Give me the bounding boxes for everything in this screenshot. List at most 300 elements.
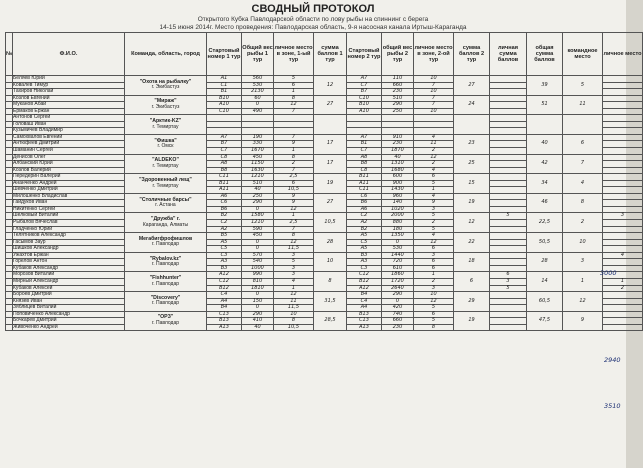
- team-cell: [125, 95, 207, 115]
- weight-2: 0: [382, 239, 414, 246]
- place-1: 3: [274, 265, 314, 272]
- place-2: 1: [414, 272, 454, 279]
- weight-1: 0: [242, 102, 274, 109]
- sum-2: 25: [454, 154, 490, 174]
- place-1: 10,5: [274, 324, 314, 331]
- place-2: 10: [414, 292, 454, 299]
- weight-1: 290: [242, 311, 274, 318]
- place-2: 2: [414, 148, 454, 155]
- place-1: 11: [274, 298, 314, 305]
- weight-2: 740: [382, 311, 414, 318]
- weight-2: 110: [382, 76, 414, 83]
- sum-1: 10,5: [314, 213, 347, 233]
- sum-1: 27: [314, 95, 347, 115]
- weight-2: 140: [382, 200, 414, 207]
- team-cell: [125, 154, 207, 174]
- place-2: 12: [414, 239, 454, 246]
- place-1: 12: [274, 292, 314, 299]
- team-place: 2: [563, 213, 603, 233]
- personal-place: 2: [603, 285, 643, 292]
- sum-1: 28: [314, 233, 347, 253]
- start-number-2: А5: [347, 233, 382, 240]
- start-number-1: С4: [207, 292, 242, 299]
- start-number-2: А2: [347, 220, 382, 227]
- team-place: 6: [563, 134, 603, 154]
- total-sum: 50,5: [527, 233, 563, 253]
- team-place: 7: [563, 154, 603, 174]
- weight-1: 530: [242, 82, 274, 89]
- team-name: "Столичные барсы": [139, 196, 192, 203]
- start-number-2: С2: [347, 213, 382, 220]
- start-number-1: В13: [207, 318, 242, 325]
- participant-name: Живоченко Андрей: [13, 324, 125, 331]
- participant-name: Рыбалов Вячеслав: [13, 220, 125, 227]
- participant-name: Гасымов Заур: [13, 239, 125, 246]
- weight-1: 1580: [242, 213, 274, 220]
- place-2: 6: [414, 259, 454, 266]
- participant-name: Морозов Виталий: [13, 272, 125, 279]
- weight-1: 0: [242, 239, 274, 246]
- weight-1: 1670: [242, 148, 274, 155]
- weight-2: 2640: [382, 285, 414, 292]
- team-place: 5: [563, 76, 603, 96]
- personal-sum: 6: [490, 272, 527, 279]
- weight-2: 1870: [382, 148, 414, 155]
- place-2: 4: [414, 233, 454, 240]
- team-name: "Арктик-KZ": [149, 118, 182, 125]
- team-cell: [125, 174, 207, 194]
- table-header-row: [6, 33, 643, 76]
- place-2: 7: [414, 82, 454, 89]
- team-city: г. Темиртау: [152, 123, 179, 130]
- col-start2: Стартовый номер 2 тур: [347, 33, 382, 76]
- weight-2: 2000: [382, 213, 414, 220]
- start-number-2: С4: [347, 298, 382, 305]
- weight-2: 660: [382, 318, 414, 325]
- weight-2: 1430: [382, 187, 414, 194]
- weight-2: 600: [382, 174, 414, 181]
- weight-2: 530: [382, 246, 414, 253]
- participant-name: Шишков Александр: [13, 246, 125, 253]
- start-number-1: В12: [207, 285, 242, 292]
- start-number-2: В13: [347, 311, 382, 318]
- sum-2: 12: [454, 213, 490, 233]
- col-num: №: [6, 33, 13, 76]
- col-team: Команда, область, город: [125, 33, 207, 76]
- sum-2: 15: [454, 174, 490, 194]
- page-title: СВОДНЫЙ ПРОТОКОЛ: [251, 3, 375, 15]
- sum-1: 12: [314, 76, 347, 96]
- participant-name: Тахиров Николай: [13, 89, 125, 96]
- col-sum2: сумма баллов 2 тур: [454, 33, 490, 76]
- start-number-2: А6: [347, 206, 382, 213]
- place-1: 11,5: [274, 305, 314, 312]
- weight-1: 990: [242, 272, 274, 279]
- team-cell: [125, 115, 207, 135]
- team-place: 9: [563, 311, 603, 331]
- margin-note: 3510: [604, 402, 621, 410]
- participant-name: Козлов Валерий: [13, 167, 125, 174]
- sum-2: 19: [454, 311, 490, 331]
- start-number-2: А3: [347, 259, 382, 266]
- participant-name: Гладченко Юрий: [13, 226, 125, 233]
- place-2: 5: [414, 180, 454, 187]
- sum-2: 27: [454, 76, 490, 96]
- participant-name: Кузьмичев Владимир: [13, 128, 125, 135]
- weight-1: 510: [242, 180, 274, 187]
- sum-2: 18: [454, 252, 490, 272]
- weight-1: 490: [242, 108, 274, 115]
- place-1: 9: [274, 193, 314, 200]
- col-place2: личное место в зоне, 2-ой тур: [414, 33, 454, 76]
- participant-name: Козлов Евгений: [13, 95, 125, 102]
- total-sum: 51: [527, 95, 563, 115]
- team-name: "Здоровенный лещ": [139, 176, 192, 183]
- team-name: "ALDEKO": [152, 157, 179, 164]
- team-cell: [125, 272, 207, 292]
- participant-name: Шаманин Сергей: [13, 148, 125, 155]
- weight-2: 230: [382, 141, 414, 148]
- team-city: г. Павлодар: [151, 300, 180, 307]
- sum-1: 19: [314, 174, 347, 194]
- participant-name: Антюфеев Дмитрий: [13, 141, 125, 148]
- weight-1: 0: [242, 246, 274, 253]
- weight-2: 290: [382, 102, 414, 109]
- place-2: 4: [414, 167, 454, 174]
- place-2: 3: [414, 252, 454, 259]
- start-number-2: В4: [347, 292, 382, 299]
- place-1: 7: [274, 134, 314, 141]
- weight-1: 250: [242, 193, 274, 200]
- start-number-1: А11: [207, 187, 242, 194]
- start-number-1: А5: [207, 239, 242, 246]
- team-city: г. Павлодар: [151, 241, 180, 248]
- weight-1: 2130: [242, 89, 274, 96]
- start-number-2: А7: [347, 76, 382, 83]
- weight-2: 1310: [382, 161, 414, 168]
- margin-note: 2940: [604, 356, 621, 364]
- start-number-2: С8: [347, 167, 382, 174]
- weight-2: 230: [382, 324, 414, 331]
- place-1: 7: [274, 226, 314, 233]
- weight-1: 40: [242, 324, 274, 331]
- place-2: 5: [414, 226, 454, 233]
- start-number-1: С12: [207, 278, 242, 285]
- weight-1: 0: [242, 206, 274, 213]
- weight-2: 290: [382, 292, 414, 299]
- start-number-1: С10: [207, 108, 242, 115]
- subtitle-line-1: Открытого Кубка Павлодарской области по лову рыбы на спиннинг с берега: [197, 16, 429, 23]
- team-city: г. Павлодар: [151, 320, 180, 326]
- weight-1: 1210: [242, 174, 274, 181]
- participant-name: Ананченко Андрей: [13, 180, 125, 187]
- sum-2: 29: [454, 292, 490, 312]
- start-number-1: А3: [207, 259, 242, 266]
- margin-note: 3000: [600, 269, 617, 277]
- place-2: 9: [414, 200, 454, 207]
- start-number-1: А6: [207, 193, 242, 200]
- participant-name: Поповиченко Александр: [13, 311, 125, 318]
- place-1: 10,5: [274, 187, 314, 194]
- start-number-2: В11: [347, 174, 382, 181]
- start-number-1: В2: [207, 213, 242, 220]
- start-number-2: В8: [347, 161, 382, 168]
- place-1: 5: [274, 259, 314, 266]
- col-sum1: сумма баллов 1 тур: [314, 33, 347, 76]
- place-1: 1: [274, 285, 314, 292]
- start-number-1: С1: [207, 82, 242, 89]
- sum-1: 31,5: [314, 292, 347, 312]
- team-city: Караганда, Алматы: [142, 221, 189, 228]
- place-2: 5: [414, 318, 454, 325]
- start-number-2: В12: [347, 278, 382, 285]
- team-name: Мегабигфрофишлов: [138, 235, 193, 242]
- total-sum: 34: [527, 174, 563, 194]
- team-city: г. Темиртау: [152, 182, 179, 189]
- weight-2: 1860: [382, 272, 414, 279]
- start-number-1: С7: [207, 148, 242, 155]
- personal-sum: 5: [490, 285, 527, 292]
- team-cell: [125, 233, 207, 253]
- weight-1: 1810: [242, 285, 274, 292]
- place-2: 3: [414, 285, 454, 292]
- start-number-2: А7: [347, 134, 382, 141]
- team-cell: [125, 76, 207, 96]
- place-2: 10: [414, 108, 454, 115]
- team-cell: [125, 193, 207, 213]
- start-number-1: С8: [207, 154, 242, 161]
- sum-1: 10: [314, 252, 347, 272]
- participant-name: Горелов Антон: [13, 259, 125, 266]
- place-2: 3: [414, 206, 454, 213]
- participant-name: Муканов Абай: [13, 102, 125, 109]
- participant-name: Антонов Сергей: [13, 115, 125, 122]
- team-place: 12: [563, 292, 603, 312]
- total-sum: 39: [527, 76, 563, 96]
- start-number-1: С11: [207, 174, 242, 181]
- start-number-1: В5: [207, 233, 242, 240]
- sum-2: 22: [454, 233, 490, 253]
- sum-2: 19: [454, 193, 490, 213]
- participant-name: Кубаков Алексей: [13, 285, 125, 292]
- table-body: [6, 76, 643, 331]
- place-2: 10: [414, 76, 454, 83]
- col-personal-place: личное место: [603, 33, 643, 76]
- start-number-2: С7: [347, 82, 382, 89]
- sum-1: 28,5: [314, 311, 347, 331]
- team-cell: [125, 213, 207, 233]
- participant-name: Мирный Александр: [13, 278, 125, 285]
- start-number-2: С6: [347, 193, 382, 200]
- start-number-2: С12: [347, 272, 382, 279]
- personal-place: [603, 324, 643, 331]
- team-name: "Discovery": [150, 294, 181, 301]
- weight-2: 880: [382, 220, 414, 227]
- weight-1: 190: [242, 134, 274, 141]
- place-1: 2,5: [274, 174, 314, 181]
- col-team-place: командное место: [563, 33, 603, 76]
- total-sum: 46: [527, 193, 563, 213]
- place-2: 6: [414, 174, 454, 181]
- participant-name: Князев Иван: [13, 298, 125, 305]
- team-place: 3: [563, 252, 603, 272]
- weight-1: 40: [242, 187, 274, 194]
- weight-2: 510: [382, 95, 414, 102]
- place-1: 2,5: [274, 220, 314, 227]
- start-number-1: С5: [207, 246, 242, 253]
- start-number-2: С5: [347, 239, 382, 246]
- start-number-2: В6: [347, 200, 382, 207]
- start-number-2: А12: [347, 285, 382, 292]
- place-1: 1: [274, 148, 314, 155]
- participant-name: Шелковый Виталий: [13, 213, 125, 220]
- total-sum: 47,5: [527, 311, 563, 331]
- team-name: "ОРЗ": [157, 314, 174, 321]
- participant-name: Беляев Юрий: [13, 76, 125, 83]
- personal-sum: [490, 324, 527, 331]
- team-city: г. Омск: [157, 143, 174, 150]
- team-city: г. Экибастуз: [151, 103, 180, 110]
- start-number-1: А10: [207, 102, 242, 109]
- place-2: 6: [414, 265, 454, 272]
- weight-2: 720: [382, 259, 414, 266]
- place-1: 7: [274, 167, 314, 174]
- place-1: 8: [274, 154, 314, 161]
- total-sum: 28: [527, 252, 563, 272]
- sum-2: [454, 115, 490, 135]
- weight-2: 40: [382, 154, 414, 161]
- place-1: 12: [274, 102, 314, 109]
- team-place: 8: [563, 193, 603, 213]
- total-sum: 40: [527, 134, 563, 154]
- col-total: общая сумма баллов: [527, 33, 563, 76]
- weight-1: 450: [242, 154, 274, 161]
- participant-name: Зяблицев Виталий: [13, 305, 125, 312]
- start-number-1: В3: [207, 265, 242, 272]
- start-number-1: В6: [207, 206, 242, 213]
- place-2: 11: [414, 141, 454, 148]
- personal-sum: 5: [490, 213, 527, 220]
- place-1: 6: [274, 82, 314, 89]
- sum-2: 6: [454, 272, 490, 292]
- place-1: 5: [274, 76, 314, 83]
- team-name: "Фишка": [154, 137, 177, 144]
- start-number-1: А13: [207, 324, 242, 331]
- team-place: [563, 115, 603, 135]
- participant-name: Бочкарев Дмитрий: [13, 318, 125, 325]
- start-number-1: В4: [207, 305, 242, 312]
- participant-name: Гайдуков Иван: [13, 200, 125, 207]
- team-cell: [125, 134, 207, 154]
- place-2: 1: [414, 187, 454, 194]
- place-2: 12: [414, 154, 454, 161]
- place-1: 1: [274, 213, 314, 220]
- start-number-2: А13: [347, 324, 382, 331]
- sum-1: 17: [314, 154, 347, 174]
- start-number-2: А8: [347, 154, 382, 161]
- col-start1: Стартовый номер 1 тур: [207, 33, 242, 76]
- weight-2: 180: [382, 226, 414, 233]
- weight-1: 330: [242, 141, 274, 148]
- place-2: 6: [414, 246, 454, 253]
- team-city: г. Экибастуз: [151, 84, 180, 91]
- start-number-1: А8: [207, 161, 242, 168]
- team-cell: [125, 292, 207, 312]
- weight-1: 0: [242, 305, 274, 312]
- personal-place: 4: [603, 252, 643, 259]
- place-1: 1: [274, 89, 314, 96]
- weight-2: 960: [382, 193, 414, 200]
- sum-1: 8: [314, 272, 347, 292]
- place-2: 4: [414, 193, 454, 200]
- weight-2: 250: [382, 108, 414, 115]
- team-city: г. Павлодар: [151, 280, 180, 287]
- weight-2: 420: [382, 305, 414, 312]
- place-1: 10: [274, 311, 314, 318]
- start-number-2: А5: [347, 246, 382, 253]
- weight-1: 290: [242, 200, 274, 207]
- place-1: 12: [274, 206, 314, 213]
- start-number-1: С2: [207, 220, 242, 227]
- participant-name: Албанский Юрий: [13, 161, 125, 168]
- start-number-2: А4: [347, 305, 382, 312]
- start-number-2: В7: [347, 89, 382, 96]
- col-place1: личное место в зоне, 1-ый тур: [274, 33, 314, 76]
- weight-1: 410: [242, 318, 274, 325]
- team-city: г. Павлодар: [151, 261, 180, 268]
- weight-1: 1630: [242, 167, 274, 174]
- weight-2: 1350: [382, 233, 414, 240]
- team-place: 11: [563, 95, 603, 115]
- team-cell: [125, 311, 207, 331]
- team-city: г. Темиртау: [152, 162, 179, 169]
- sum-2: 23: [454, 134, 490, 154]
- start-number-1: В1: [207, 89, 242, 96]
- place-2: 5: [414, 213, 454, 220]
- team-name: "Охота на рыбалку": [139, 78, 192, 85]
- participant-name: Денисов Олег: [13, 154, 125, 161]
- row-number: [6, 324, 13, 331]
- team-place: 10: [563, 233, 603, 253]
- participant-name: Ужахтов Ержан: [13, 252, 125, 259]
- start-number-1: А1: [207, 76, 242, 83]
- participant-name: Передерин Валерий: [13, 174, 125, 181]
- col-weight2: общий вес рыбы 2 тур: [382, 33, 414, 76]
- participant-name: Ковалев Тимур: [13, 82, 125, 89]
- team-name: "Rybalov.kz": [149, 255, 182, 262]
- start-number-1: А2: [207, 226, 242, 233]
- place-1: 11,5: [274, 246, 314, 253]
- weight-1: 810: [242, 278, 274, 285]
- weight-2: 610: [382, 265, 414, 272]
- start-number-2: В1: [347, 141, 382, 148]
- personal-place: 1: [603, 278, 643, 285]
- col-personal-sum: личная сумма баллов: [490, 33, 527, 76]
- place-2: 5: [414, 305, 454, 312]
- total-sum: 42: [527, 154, 563, 174]
- weight-2: 0: [382, 298, 414, 305]
- start-number-1: В7: [207, 141, 242, 148]
- start-number-1: С6: [207, 200, 242, 207]
- weight-1: 450: [242, 233, 274, 240]
- weight-2: 1720: [382, 278, 414, 285]
- start-number-1: А12: [207, 272, 242, 279]
- results-table: [5, 32, 643, 331]
- weight-2: 230: [382, 89, 414, 96]
- weight-1: 0: [242, 292, 274, 299]
- team-place: 4: [563, 174, 603, 194]
- participant-name: Телятников Александр: [13, 233, 125, 240]
